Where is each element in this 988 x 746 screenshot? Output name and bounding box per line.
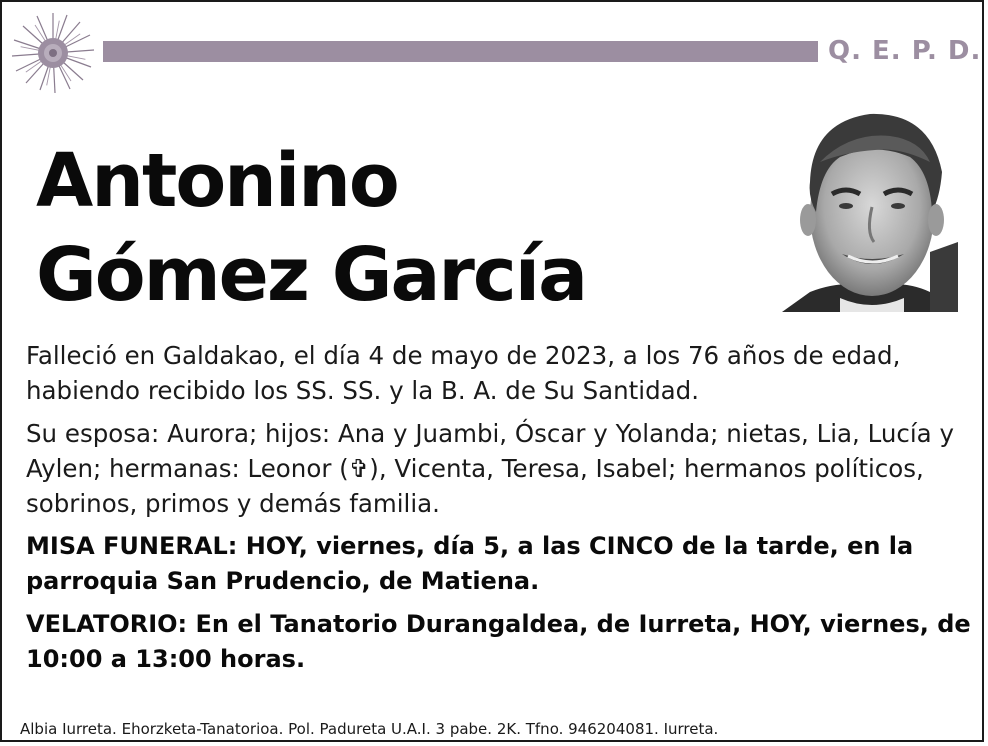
wake-info: VELATORIO: En el Tanatorio Durangaldea, de Iurreta, HOY, viernes, de 10:00 a 13:00 horas. — [26, 610, 971, 673]
funeral-home-footer: Albia Iurreta. Ehorzketa-Tanatorioa. Pol. Padureta U.A.I. 3 pabe. 2K. Tfno. 946204081. Iurreta. — [20, 720, 719, 738]
family-text-part2: ), Vicenta, Teresa, Isabel; hermanos políticos, sobrinos, primos y demás familia. — [26, 454, 924, 518]
deceased-name — [36, 134, 586, 322]
funeral-mass: MISA FUNERAL: HOY, viernes, día 5, a las CINCO de la tarde, en la parroquia San Prudencio, de Matiena. — [26, 532, 914, 595]
qepd-label: Q. E. P. D. — [828, 36, 982, 66]
family-list — [26, 416, 971, 521]
header-accent-bar — [103, 41, 818, 62]
thistle-flower-icon — [8, 10, 98, 96]
cross-icon: ✞ — [348, 454, 370, 483]
first-name: Antonino — [36, 138, 398, 224]
surnames: Gómez García — [36, 232, 587, 318]
obituary-body — [26, 338, 971, 685]
family-text-part1: Su esposa: Aurora; hijos: Ana y Juambi, Óscar y Yolanda; nietas, Lia, Lucía y Aylen; hermanas: Leonor ( — [26, 419, 954, 483]
death-notice: Falleció en Galdakao, el día 4 de mayo de 2023, a los 76 años de edad, habiendo recibido los SS. SS. y la B. A. de Su Santidad. — [26, 341, 901, 405]
portrait-photo — [780, 102, 960, 312]
